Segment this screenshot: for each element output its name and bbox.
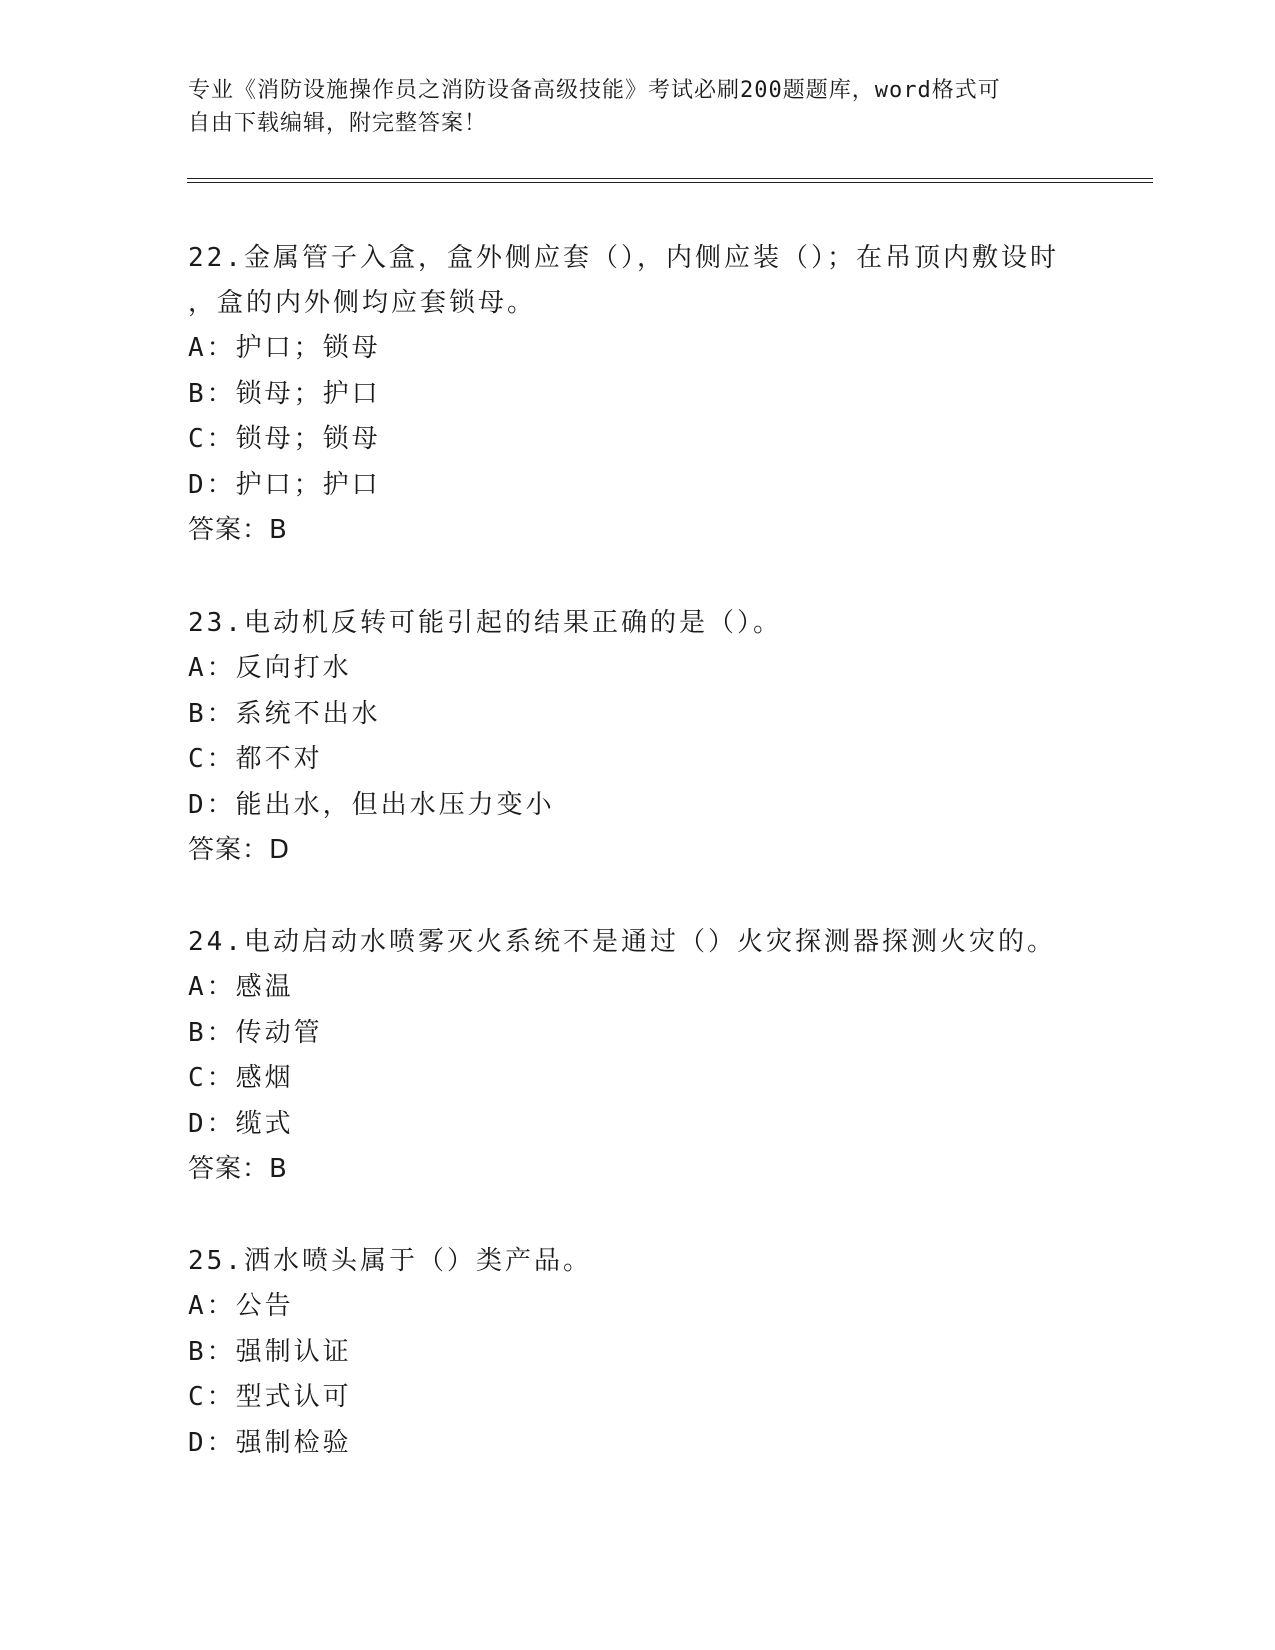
question-title: 23.电动机反转可能引起的结果正确的是（）。 [188, 608, 782, 638]
question-title-continued: ，盒的内外侧均应套锁母。 [188, 288, 537, 318]
header-line-1: 专业《消防设施操作员之消防设备高级技能》考试必刷200题题库，word格式可 [188, 78, 1001, 103]
question-23 [188, 601, 1088, 874]
question-22 [188, 236, 1088, 554]
option-a: A：感温 [188, 972, 294, 1002]
header-divider-top [187, 178, 1153, 179]
question-24 [188, 920, 1088, 1193]
question-25 [188, 1239, 1088, 1466]
option-a: A：公告 [188, 1291, 294, 1321]
option-c: C：感烟 [188, 1063, 294, 1093]
option-a: A：护口；锁母 [188, 333, 381, 363]
option-a: A：反向打水 [188, 653, 352, 683]
answer: 答案：B [188, 1154, 288, 1184]
option-d: D：护口；护口 [188, 469, 381, 500]
option-d: D：缆式 [188, 1108, 294, 1139]
document-header [188, 74, 1088, 140]
option-b: B：锁母；护口 [188, 378, 381, 409]
answer: 答案：B [188, 515, 288, 545]
option-c: C：型式认可 [188, 1382, 352, 1412]
question-title: 24.电动启动水喷雾灭火系统不是通过（）火灾探测器探测火灾的。 [188, 927, 1056, 957]
option-b: B：强制认证 [188, 1336, 352, 1367]
question-title: 25.洒水喷头属于（）类产品。 [188, 1246, 592, 1276]
header-divider-bottom [187, 182, 1153, 183]
option-b: B：系统不出水 [188, 698, 381, 729]
header-line-2: 自由下载编辑，附完整答案！ [188, 111, 488, 136]
question-title: 22.金属管子入盒，盒外侧应套（），内侧应装（）；在吊顶内敷设时 [188, 243, 1059, 273]
option-b: B：传动管 [188, 1017, 323, 1048]
option-d: D：能出水，但出水压力变小 [188, 789, 555, 820]
option-c: C：都不对 [188, 744, 323, 774]
answer: 答案：D [188, 835, 291, 865]
option-c: C：锁母；锁母 [188, 424, 381, 454]
option-d: D：强制检验 [188, 1427, 352, 1458]
